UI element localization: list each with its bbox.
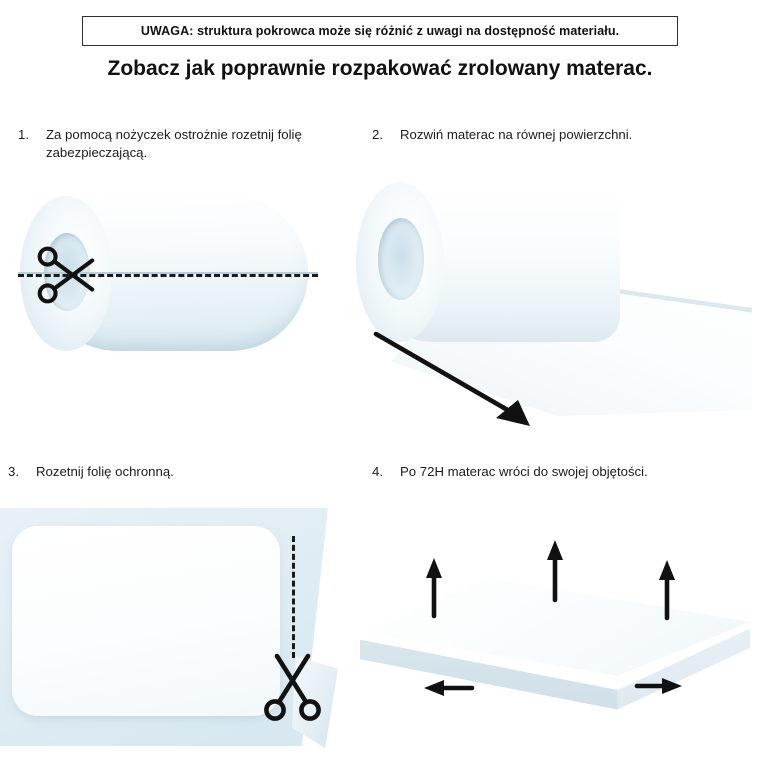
figure-unrolling-mattress [352,170,752,435]
step-1-text [18,126,338,162]
arrow-down-right-icon [370,328,550,438]
figure-protective-foil [0,508,340,753]
roll-core-hole-shape [378,218,424,300]
mattress-under-foil-shape [12,526,280,716]
step-3-text [8,463,338,481]
step-1-number: 1. [18,127,29,142]
step-3-number: 3. [8,464,19,479]
step-3-description: Rozetnij folię ochronną. [36,464,174,479]
notice-text: UWAGA: struktura pokrowca może się różnić z uwagi na dostępność materiału. [140,24,620,38]
scissors-icon [36,244,98,306]
step-4-description: Po 72H materac wróci do swojej objętości. [400,464,648,479]
figure-expanding-mattress [352,508,752,738]
figure-rolled-mattress [12,186,332,366]
step-2-number: 2. [372,127,383,142]
step-1-description: Za pomocą nożyczek ostrożnie rozetnij folię zabezpieczającą. [46,127,302,160]
expand-arrows-icon [352,508,752,738]
foil-cut-dashed-line [292,536,295,658]
step-4-text [372,463,722,481]
page-title: Zobacz jak poprawnie rozpakować zrolowany materac. [107,57,653,80]
scissors-icon [258,648,330,720]
notice-banner [82,16,678,46]
step-2-text [372,126,712,144]
step-2-description: Rozwiń materac na równej powierzchni. [400,127,633,142]
step-4-number: 4. [372,464,383,479]
